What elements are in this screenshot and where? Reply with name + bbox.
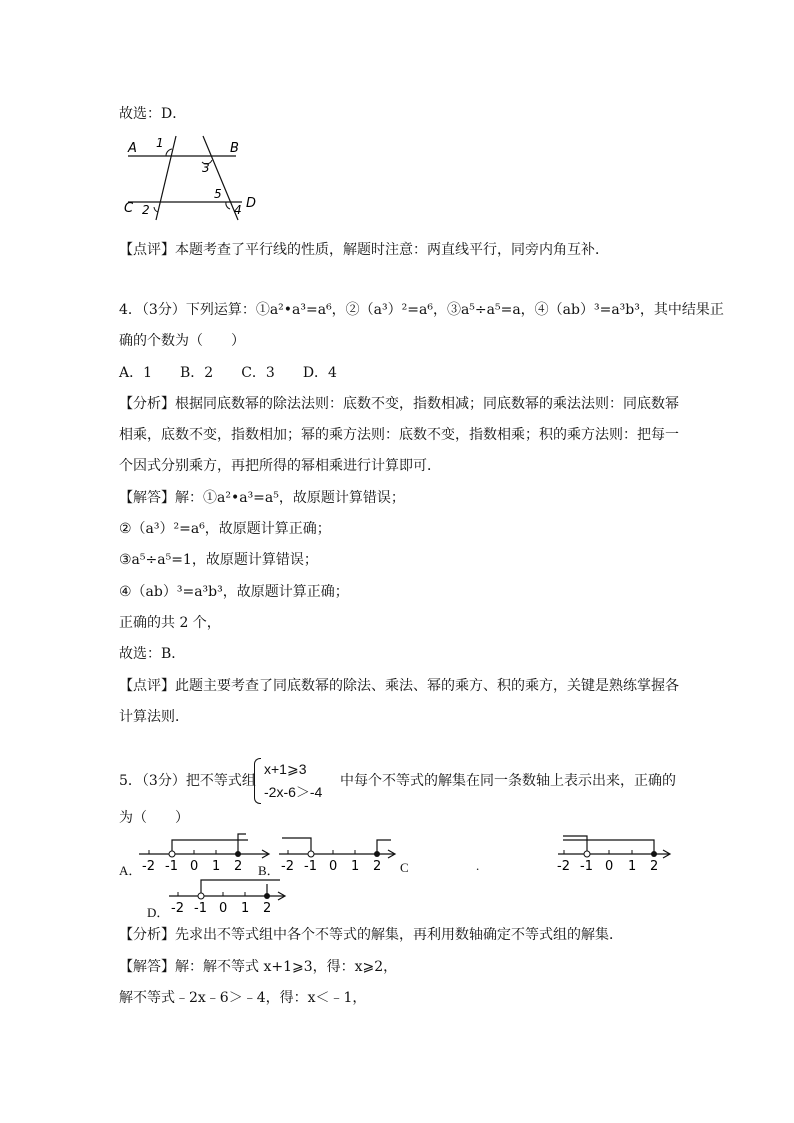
solution-text: 解：①a²•a³=a⁵，故原题计算错误； [175,490,405,506]
q5-solution-2: 解不等式﹣2x﹣6＞﹣4，得：x＜﹣1， [119,990,367,1006]
q3-comment [119,240,609,260]
svg-text:-2: -2 [557,859,570,874]
number-line-B [274,830,399,875]
q4-solution-2: ②（a³）²=a⁶，故原题计算正确； [119,521,331,537]
inequality-system-brace [254,758,261,804]
svg-text:1: 1 [628,859,637,874]
q5-stem-post: 中每个不等式的解集在同一条数轴上表示出来，正确的 [340,773,676,789]
inequality-1: x+1⩾3 [264,761,307,777]
angle-3: 3 [202,161,210,175]
q4-answer: 故选：B． [119,646,186,662]
label-D: D [246,196,257,211]
option-D-label: D． [147,905,170,920]
comment-tag: 【点评】 [119,242,175,258]
option-A-label: A． [119,863,142,878]
svg-text:-2: -2 [171,901,184,916]
label-B: B [230,141,239,156]
svg-text:0: 0 [219,901,228,916]
q4-analysis-3: 个因式分别乘方，再把所得的幂相乘进行计算即可． [119,458,441,474]
q5-stem-2: 为（ ） [119,810,189,826]
comment-tag: 【点评】 [119,678,175,694]
svg-text:0: 0 [605,859,614,874]
svg-text:-2: -2 [142,859,155,874]
angle-4: 4 [234,203,242,217]
q3-answer: 故选：D． [119,106,187,122]
svg-text:0: 0 [329,859,338,874]
svg-text:2: 2 [263,901,272,916]
comment-text: 本题考查了平行线的性质，解题时注意：两直线平行，同旁内角互补． [175,242,609,258]
svg-text:-2: -2 [281,859,294,874]
svg-text:1: 1 [351,859,360,874]
analysis-tag: 【分析】 [119,927,175,943]
q4-comment-2: 计算法则． [119,709,189,725]
comment-text: 此题主要考查了同底数幂的除法、乘法、幂的乘方、积的乘方，关键是熟练掌握各 [175,678,679,694]
q4-solution-5: 正确的共 2 个， [119,615,221,631]
svg-text:0: 0 [190,859,199,874]
q4-solution-3: ③a⁵÷a⁵=1，故原题计算错误； [119,552,318,568]
solution-tag: 【解答】 [119,959,175,975]
q4-stem-1: 4．（3分）下列运算：①a²•a³=a⁶，②（a³）²=a⁶，③a⁵÷a⁵=a，④（ab）³=a³b³，其中结果正 [119,302,724,318]
svg-text:-1: -1 [304,859,317,874]
angle-5: 5 [214,187,222,201]
analysis-tag: 【分析】 [119,396,175,412]
angle-1: 1 [156,136,164,150]
label-A: A [128,141,137,156]
analysis-text: 根据同底数幂的除法法则：底数不变，指数相减；同底数幂的乘法法则：同底数幂 [175,396,679,412]
q4-options: A．1 B．2 C．3 D．4 [119,365,337,381]
number-line-C [555,830,675,875]
svg-text:1: 1 [241,901,250,916]
q4-solution-4: ④（ab）³=a³b³，故原题计算正确； [119,584,349,600]
option-B-label: B． [258,863,280,878]
q5-analysis [119,925,623,945]
parallel-lines-figure [118,132,268,222]
option-C-label: C [400,860,409,875]
q5-stem-pre: 5．（3分）把不等式组 [119,773,256,789]
angle-2: 2 [142,203,150,217]
inequality-2: -2x-6＞-4 [264,784,323,800]
q4-solution-1 [119,488,405,508]
label-C: C [124,201,134,216]
q4-stem-2: 确的个数为（ ） [119,333,245,349]
q4-analysis-1 [119,394,679,414]
svg-text:-1: -1 [194,901,207,916]
number-line-D [164,872,289,917]
svg-text:-1: -1 [165,859,178,874]
q4-comment-1 [119,676,679,696]
solution-tag: 【解答】 [119,490,175,506]
svg-text:-1: -1 [580,859,593,874]
svg-text:2: 2 [650,859,659,874]
svg-text:1: 1 [212,859,221,874]
solution-text: 解：解不等式 x+1⩾3，得：x⩾2， [175,959,398,975]
option-dot: . [476,858,480,873]
q4-analysis-2: 相乘，底数不变，指数相加；幂的乘方法则：底数不变，指数相乘；积的乘方法则：把每一 [119,427,679,443]
number-line-A [134,830,274,875]
svg-text:2: 2 [373,859,382,874]
svg-text:2: 2 [234,859,243,874]
q5-solution-1 [119,957,397,977]
analysis-text: 先求出不等式组中各个不等式的解集，再利用数轴确定不等式组的解集． [175,927,623,943]
